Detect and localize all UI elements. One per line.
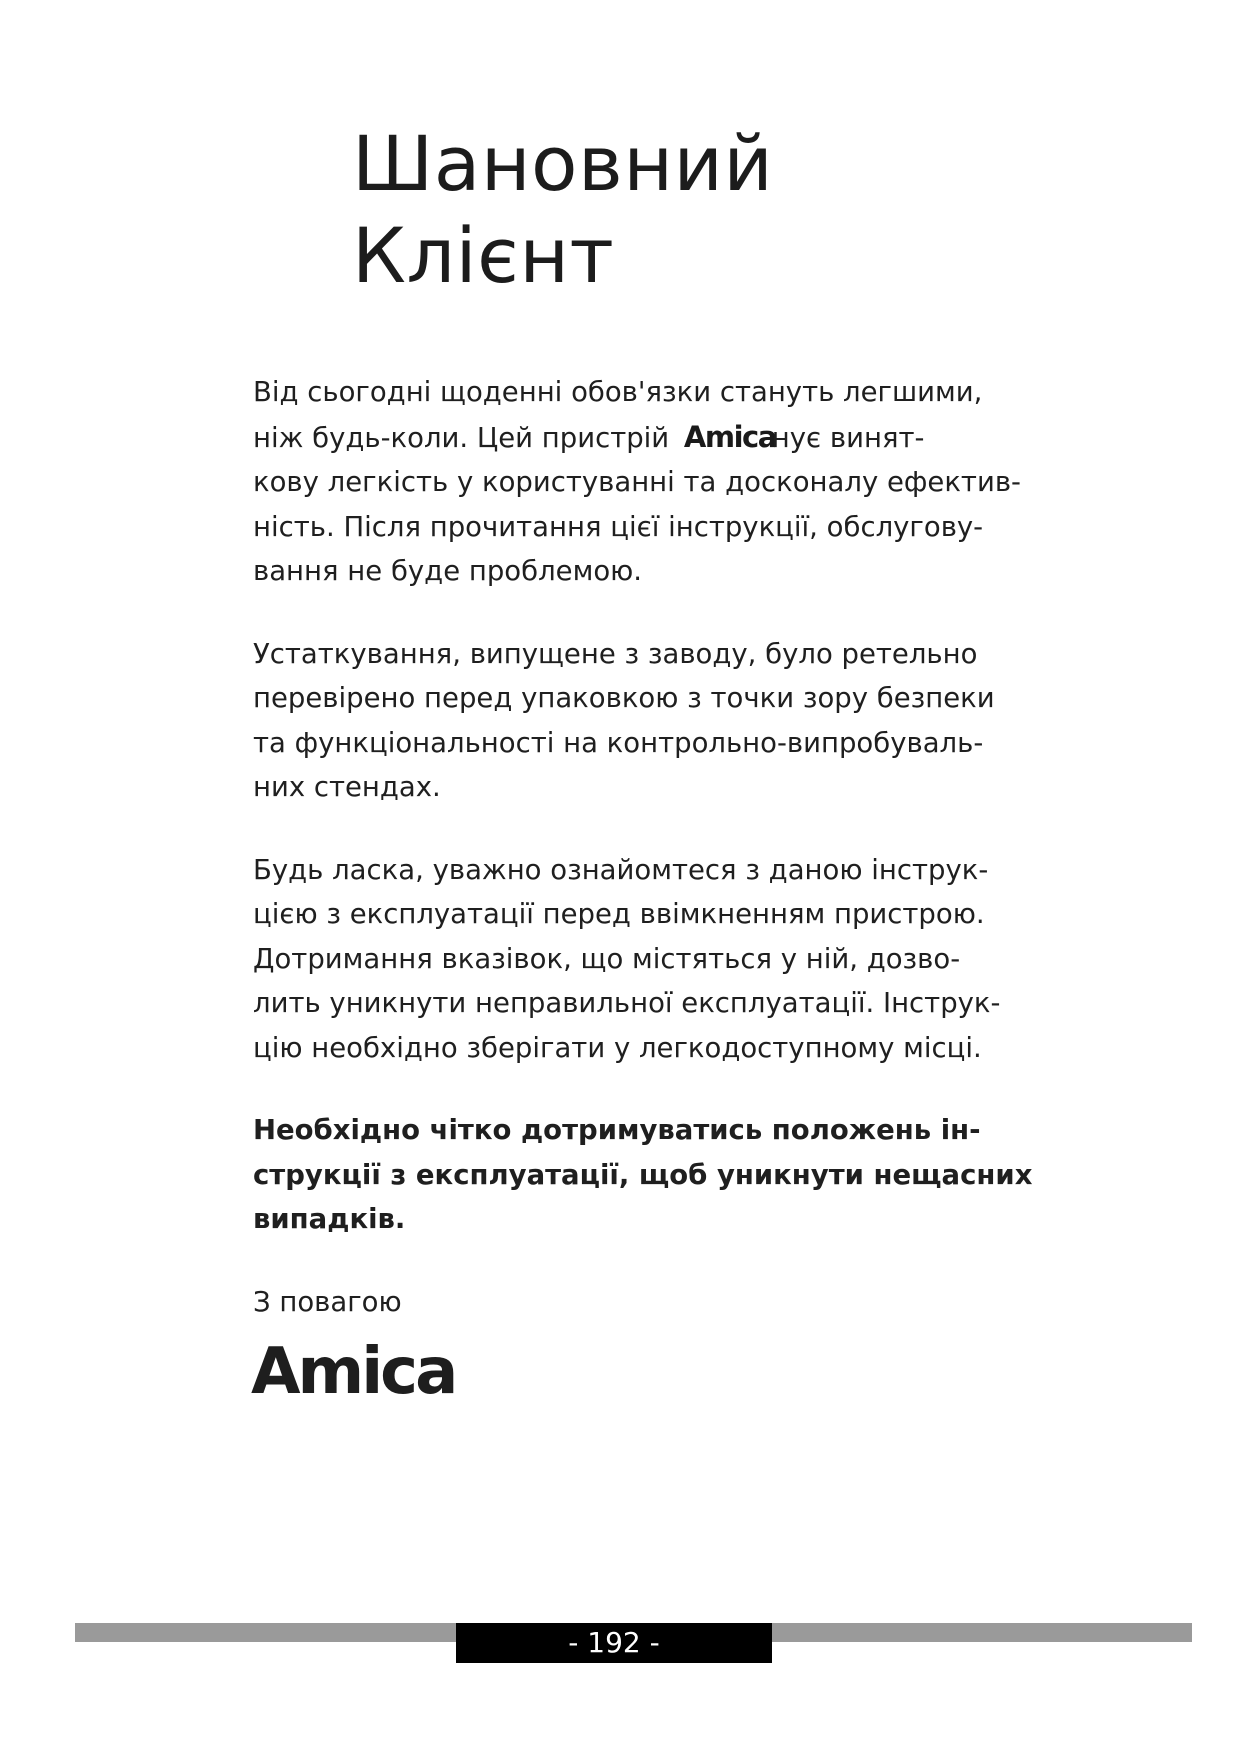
text-line: Дотримання вказівок, що містяться у ній, дозво- [253,942,961,975]
title-line-2: Клієнт [352,211,615,300]
text-line [253,415,1013,461]
text-fragment: нує винят- [771,421,925,454]
paragraph-intro [253,370,1021,594]
text-line: та функціональності на контрольно-випробуваль- [253,726,984,759]
text-line: вання не буде проблемою. [253,555,643,587]
text-line: випадків. [253,1203,406,1235]
amica-inline-logo: Amica [683,419,776,454]
text-line: них стендах. [253,771,441,803]
text-line: Від сьогодні щоденні обов'язки стануть легшими, [253,376,983,408]
text-line: кову легкість у користуванні та досконалу ефектив- [253,466,1021,498]
text-line: цію необхідно зберігати у легкодоступному місці. [253,1031,982,1064]
page-number: - 192 - [456,1623,772,1663]
page-title [352,118,773,302]
text-line: З повагою [253,1285,402,1318]
text-line: струкції з експлуатації, щоб уникнути нещасних [253,1158,1033,1191]
text-line: цією з експлуатації перед ввімкненням пристрою. [253,898,985,930]
paragraph-testing [253,632,1013,810]
paragraph-warning [253,1108,1033,1242]
letter-body [253,370,1033,1362]
text-line: Устаткування, випущене з заводу, було ретельно [253,637,978,670]
text-fragment: ніж будь-коли. Цей пристрій [253,421,678,454]
title-line-1: Шановний [352,119,774,208]
text-line: ність. Після прочитання цієї інструкції, обслугову- [253,510,984,543]
amica-signature-logo: Amica [251,1335,456,1409]
paragraph-instructions [253,848,1013,1071]
closing-salutation [253,1280,1013,1325]
text-line: Необхідно чітко дотримуватись положень ін- [253,1114,981,1146]
text-line: Будь ласка, уважно ознайомтеся з даною інструк- [253,853,989,886]
text-line: лить уникнути неправильної експлуатації. Інструк- [253,987,1001,1019]
text-line: перевірено перед упаковкою з точки зору безпеки [253,682,995,714]
